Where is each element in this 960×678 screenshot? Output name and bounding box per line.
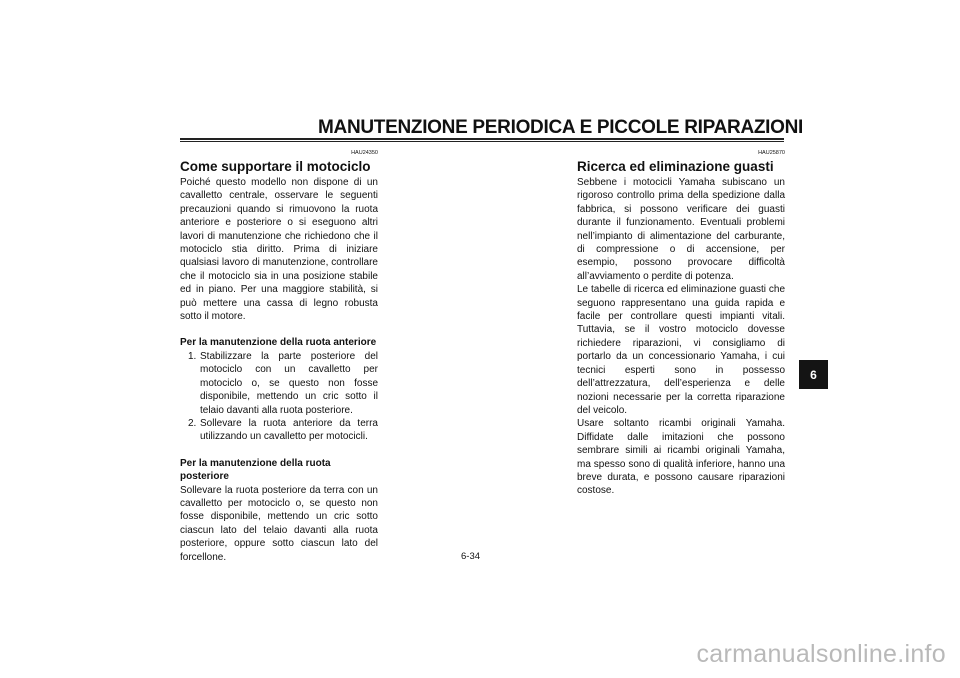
spacer xyxy=(180,444,378,457)
body-paragraph: Usare soltanto ricambi originali Yamaha. Diffidate dalle imitazioni che possono sembrare simili ai ricambi originali Yamaha, ma spesso sono di qualità inferiore, hanno una breve durata, e possono causare riparazioni costose. xyxy=(577,418,785,497)
chapter-tab: 6 xyxy=(799,360,828,389)
column-left xyxy=(180,150,378,564)
header-rule-thick xyxy=(180,138,784,140)
step-number: 1. xyxy=(188,350,197,362)
body-paragraph: Le tabelle di ricerca ed eliminazione guasti che seguono rappresentano una guida rapida e facile per controllare questi impianti vitali. Tuttavia, se il vostro motociclo dovesse richiedere riparazioni, vi consigliamo di portarlo da un concessionario Yamaha, i cui tecnici esperti sono in possesso dell’attrezzatura, dell’esperienza e delle nozioni necessarie per la corretta riparazione del veicolo. xyxy=(577,284,785,416)
section-code: HAU24350 xyxy=(351,150,378,156)
list-item xyxy=(180,417,378,444)
body-paragraph: Sebbene i motocicli Yamaha subiscano un rigoroso controllo prima della spedizione dalla fabbrica, si possono verificare dei guasti durante il funzionamento. Eventuali problemi nell’impianto di alimentazione del carburante, di compressione o di accensione, per esempio, possono provocare difficoltà all’avviamento o perdite di potenza. xyxy=(577,177,785,282)
column-right xyxy=(577,150,785,498)
intro-paragraph: Poiché questo modello non dispone di un cavalletto centrale, osservare le seguenti precauzioni quando si rimuovono la ruota anteriore e posteriore o si eseguono altri lavori di manutenzione che richiedono che il motociclo stia diritto. Prima di iniziare qualsiasi lavoro di manutenzione, controllare che il motociclo sia in una posizione stabile ed in piano. Per una maggiore stabilità, si può mettere una cassa di legno robusta sotto il motore. xyxy=(180,177,378,323)
front-wheel-steps xyxy=(180,350,378,444)
list-item xyxy=(180,350,378,417)
page-number: 6-34 xyxy=(461,551,481,562)
section-title: Come supportare il motociclo xyxy=(180,159,371,174)
rear-wheel-heading: Per la manutenzione della ruota posteriore xyxy=(180,457,331,483)
page-title: MANUTENZIONE PERIODICA E PICCOLE RIPARAZIONI xyxy=(318,117,804,138)
step-text: Sollevare la ruota anteriore da terra utilizzando un cavalletto per motocicli. xyxy=(200,417,378,443)
front-wheel-heading: Per la manutenzione della ruota anteriore xyxy=(180,337,377,349)
spacer xyxy=(180,323,378,336)
rear-wheel-paragraph: Sollevare la ruota posteriore da terra con un cavalletto per motociclo o, se questo non fosse disponibile, mettendo un cric sotto ciascun lato del telaio davanti alla ruota posteriore, oppure sotto ciascun lato del forcellone. xyxy=(180,484,378,563)
section-code: HAU25870 xyxy=(758,150,785,156)
step-text: Stabilizzare la parte posteriore del motociclo con un cavalletto per motociclo o, se questo non fosse disponibile, mettendo un cric sotto il telaio davanti alla ruota posteriore. xyxy=(200,350,378,416)
section-title: Ricerca ed eliminazione guasti xyxy=(577,159,774,174)
watermark: carmanualsonline.info xyxy=(696,640,946,668)
step-number: 2. xyxy=(188,417,197,429)
header-rule-thin xyxy=(180,141,784,142)
